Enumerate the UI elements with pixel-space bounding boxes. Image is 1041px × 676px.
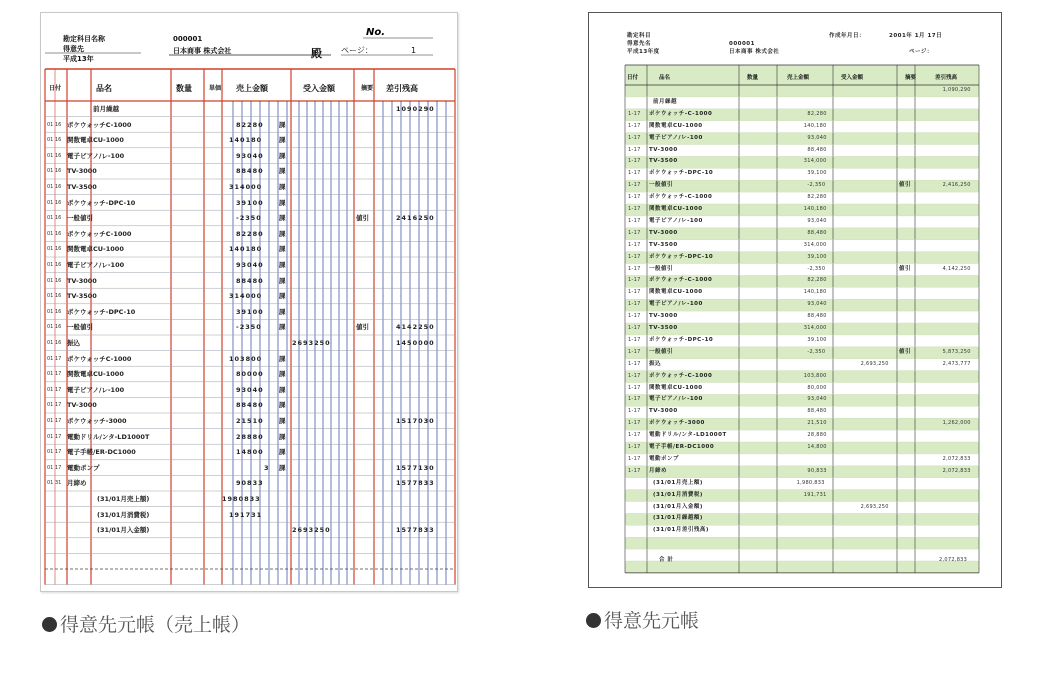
row-date: 01 16 bbox=[47, 152, 62, 159]
row-tax: 課 bbox=[279, 245, 286, 254]
r-row-date: 1-17 bbox=[628, 194, 641, 201]
r-row-sales: 140,180 bbox=[803, 122, 827, 129]
row-sales: 82280 bbox=[236, 229, 264, 238]
r-row-item: 前月繰越 bbox=[653, 98, 678, 105]
r-row-sales: -2,350 bbox=[807, 182, 826, 189]
row-sales: 93040 bbox=[236, 261, 264, 269]
r-row-item: ポケウォッチ-3000 bbox=[649, 420, 705, 427]
caption-left bbox=[42, 610, 250, 637]
row-tax: 課 bbox=[279, 417, 286, 425]
r-header-date-label: 作成年月日： bbox=[829, 33, 866, 39]
r-col-type-header: 摘要 bbox=[905, 75, 917, 81]
r-row-item: 電動ドリル/ンタ-LD1000T bbox=[649, 432, 727, 439]
row-type: 値引 bbox=[356, 214, 369, 223]
r-row-date: 1-17 bbox=[628, 182, 641, 189]
row-tax: 課 bbox=[279, 448, 286, 457]
r-row-item: 電動ポンプ bbox=[649, 455, 680, 462]
r-col-date-header: 日付 bbox=[627, 75, 639, 81]
header-account-label: 勘定科目名称 bbox=[63, 35, 105, 43]
col-receipt-header: 受入金額 bbox=[303, 84, 335, 93]
r-row-date: 1-17 bbox=[628, 146, 641, 153]
row-item: ポケウォッチ-3000 bbox=[67, 417, 127, 425]
r-header-company: 日本商事 株式会社 bbox=[729, 49, 780, 55]
r-row-item: TV-3000 bbox=[649, 146, 678, 153]
r-row-date: 1-17 bbox=[628, 277, 641, 284]
r-col-qty-header: 数量 bbox=[747, 75, 759, 81]
row-sales: 103800 bbox=[229, 354, 263, 363]
r-row-item: 電子ピアノ/レ-100 bbox=[649, 301, 703, 308]
r-row-date: 1-17 bbox=[628, 241, 641, 248]
row-band bbox=[625, 228, 979, 240]
col-balance-header: 差引残高 bbox=[386, 84, 418, 93]
r-col-item-header: 品名 bbox=[659, 75, 671, 81]
r-row-item: 一般値引 bbox=[649, 182, 674, 189]
r-row-sales: 88,480 bbox=[807, 229, 827, 236]
row-date: 01 17 bbox=[47, 464, 62, 471]
col-qty-header: 数量 bbox=[176, 84, 192, 93]
row-receipt: 2693250 bbox=[292, 526, 331, 535]
r-row-item: 関数電卓CU-1000 bbox=[649, 384, 703, 391]
r-row-balance: 1,262,000 bbox=[942, 420, 971, 427]
col-unit-header: 単価 bbox=[209, 85, 222, 92]
row-tax: 課 bbox=[279, 463, 286, 472]
row-item: 前月繰越 bbox=[93, 105, 119, 113]
row-sales: 39100 bbox=[236, 307, 264, 316]
r-row-balance: 2,072,833 bbox=[942, 467, 971, 474]
row-sales: 191731 bbox=[229, 510, 263, 519]
r-row-sales: 314,000 bbox=[803, 241, 827, 248]
row-tax: 課 bbox=[279, 120, 286, 129]
r-row-sales: 90,833 bbox=[807, 467, 827, 474]
row-balance: 1577833 bbox=[396, 479, 435, 488]
row-band bbox=[625, 156, 979, 168]
row-item: 電動ポンプ bbox=[67, 463, 100, 472]
row-sales: 88480 bbox=[236, 167, 264, 176]
header-customer-label: 得意先 bbox=[63, 45, 84, 53]
r-row-item: ポケウォッチ-C-1000 bbox=[649, 110, 713, 117]
r-row-sales: 39,100 bbox=[807, 253, 827, 260]
r-row-date: 1-17 bbox=[628, 158, 641, 165]
row-date: 01 16 bbox=[47, 184, 62, 190]
r-row-sales: 21,510 bbox=[807, 420, 827, 427]
r-row-sales: 93,040 bbox=[807, 301, 827, 308]
r-col-sales-header: 売上金額 bbox=[787, 75, 810, 81]
row-sales: 1980833 bbox=[222, 495, 261, 503]
header-code: 000001 bbox=[173, 35, 203, 43]
r-header-year-label: 平成13年度 bbox=[627, 49, 660, 55]
r-row-sales: -2,350 bbox=[807, 265, 826, 272]
row-item: (31/01月消費税) bbox=[97, 510, 150, 519]
r-row-item: TV-3000 bbox=[649, 408, 678, 415]
ledger-form-customer bbox=[588, 12, 1002, 588]
r-row-item: 関数電卓CU-1000 bbox=[649, 289, 703, 296]
r-row-item: 振込 bbox=[649, 360, 662, 367]
r-row-item: TV-3000 bbox=[649, 313, 678, 320]
row-tax: 課 bbox=[279, 432, 286, 441]
row-balance: 2416250 bbox=[396, 214, 435, 223]
r-row-date: 1-17 bbox=[628, 420, 641, 427]
r-row-date: 1-17 bbox=[628, 467, 641, 474]
row-tax: 課 bbox=[279, 198, 286, 207]
row-date: 01 16 bbox=[47, 324, 62, 331]
r-row-sales: 93,040 bbox=[807, 134, 827, 141]
bullet-icon bbox=[586, 613, 601, 628]
row-tax: 課 bbox=[279, 354, 286, 363]
col-item-header: 品名 bbox=[96, 84, 112, 93]
row-item: ポケウォッチC-1000 bbox=[67, 120, 132, 129]
row-item: 関数電卓CU-1000 bbox=[67, 136, 124, 145]
r-row-item: TV-3500 bbox=[649, 325, 678, 331]
row-date: 01 16 bbox=[47, 293, 62, 300]
r-row-date: 1-17 bbox=[628, 444, 641, 450]
r-row-date: 1-17 bbox=[628, 372, 641, 379]
r-col-receipt-header: 受入金額 bbox=[841, 75, 864, 81]
r-row-date: 1-17 bbox=[628, 348, 641, 355]
r-row-type: 値引 bbox=[899, 348, 912, 355]
row-sales: 39100 bbox=[236, 198, 264, 207]
r-row-sales: 82,280 bbox=[807, 110, 827, 117]
r-row-item: 一般値引 bbox=[649, 265, 674, 272]
row-date: 01 16 bbox=[47, 230, 62, 237]
row-item: TV-3000 bbox=[67, 401, 97, 410]
r-row-item: (31/01月入金額) bbox=[653, 503, 703, 510]
r-row-sales: 39,100 bbox=[807, 170, 827, 177]
row-band bbox=[625, 561, 979, 573]
r-header-account-label: 勘定科目 bbox=[627, 33, 652, 39]
row-sales: 88480 bbox=[236, 401, 264, 410]
row-date: 01 17 bbox=[47, 386, 62, 393]
r-row-item: ポケウォッチ-DPC-10 bbox=[649, 253, 714, 260]
r-row-balance: 4,142,250 bbox=[942, 265, 971, 272]
row-item: 電子ピアノ/レ-100 bbox=[67, 261, 125, 269]
row-date: 01 16 bbox=[47, 137, 62, 144]
r-row-sales: 103,800 bbox=[803, 372, 827, 379]
row-tax: 課 bbox=[279, 401, 286, 410]
row-date: 01 31 bbox=[47, 480, 62, 487]
r-row-balance: 1,090,290 bbox=[942, 87, 971, 93]
row-date: 01 17 bbox=[47, 418, 62, 424]
r-row-date: 1-17 bbox=[628, 134, 641, 141]
r-row-date: 1-17 bbox=[628, 313, 641, 320]
r-row-item: (31/01月繰越額) bbox=[653, 515, 703, 522]
row-sales: 88480 bbox=[236, 276, 264, 285]
r-header-customer-label: 得意先名 bbox=[627, 41, 652, 47]
row-item: 電動ドリル/ンタ-LD1000T bbox=[67, 432, 150, 441]
row-sales: 21510 bbox=[236, 417, 264, 425]
row-date: 01 16 bbox=[47, 215, 62, 222]
r-header-code: 000001 bbox=[729, 41, 755, 47]
row-band bbox=[625, 85, 979, 97]
row-band bbox=[625, 323, 979, 335]
r-row-balance: 5,873,250 bbox=[942, 348, 971, 355]
row-balance: 1517030 bbox=[396, 417, 435, 425]
r-row-item: TV-3500 bbox=[649, 241, 678, 248]
row-item: 電子手帳/ER-DC1000 bbox=[67, 448, 136, 457]
row-band bbox=[625, 537, 979, 549]
row-date: 01 16 bbox=[47, 199, 62, 206]
row-tax: 課 bbox=[279, 276, 286, 285]
header-company: 日本商事 株式会社 bbox=[173, 47, 232, 55]
r-row-item: 電子ピアノ/レ-100 bbox=[649, 134, 703, 141]
row-tax: 課 bbox=[279, 385, 286, 394]
row-date: 01 16 bbox=[47, 308, 62, 315]
r-row-sales: 314,000 bbox=[803, 158, 827, 165]
row-date: 01 17 bbox=[47, 355, 62, 362]
row-item: ポケウォッチC-1000 bbox=[67, 229, 132, 238]
row-sales: -2350 bbox=[236, 323, 262, 332]
r-row-sales: 93,040 bbox=[807, 217, 827, 224]
caption-left-text: 得意先元帳（売上帳） bbox=[60, 614, 251, 636]
row-tax: 課 bbox=[279, 323, 286, 332]
row-sales: 93040 bbox=[236, 385, 264, 394]
row-date: 01 17 bbox=[47, 371, 62, 378]
r-header-date-value: 2001年 1月 17日 bbox=[889, 33, 943, 39]
r-row-receipt: 2,693,250 bbox=[860, 360, 889, 367]
row-date: 01 16 bbox=[47, 340, 62, 346]
r-row-item: (31/01月差引残高) bbox=[653, 527, 709, 534]
row-sales: -2350 bbox=[236, 214, 262, 223]
r-header-page-label: ページ： bbox=[909, 49, 933, 55]
row-item: (31/01月入金額) bbox=[97, 526, 150, 535]
r-row-date: 1-17 bbox=[628, 408, 641, 415]
r-row-item: 一般値引 bbox=[649, 348, 674, 355]
row-band bbox=[625, 180, 979, 192]
r-row-sales: 88,480 bbox=[807, 146, 827, 153]
r-row-date: 1-17 bbox=[628, 229, 641, 236]
row-tax: 課 bbox=[279, 307, 286, 316]
row-balance: 1577833 bbox=[396, 526, 435, 535]
r-row-sales: 140,180 bbox=[803, 289, 827, 296]
row-sales: 93040 bbox=[236, 151, 264, 160]
row-balance: 1090290 bbox=[396, 105, 435, 113]
header-page-label: ページ： bbox=[341, 46, 373, 55]
row-tax: 課 bbox=[279, 229, 286, 238]
r-row-sales: 1,980,833 bbox=[796, 479, 825, 486]
ledger-form-sales bbox=[40, 12, 458, 592]
r-row-date: 1-17 bbox=[628, 455, 641, 462]
row-item: 関数電卓CU-1000 bbox=[67, 370, 124, 379]
r-row-date: 1-17 bbox=[628, 301, 641, 308]
row-sales: 140180 bbox=[229, 136, 263, 145]
r-row-sales: 191,731 bbox=[803, 491, 827, 498]
row-tax: 課 bbox=[279, 167, 286, 176]
col-sales-header: 売上金額 bbox=[236, 84, 268, 93]
r-footer-label: 合 計 bbox=[659, 557, 674, 563]
r-row-sales: 28,880 bbox=[807, 432, 827, 439]
r-row-item: 月締め bbox=[649, 467, 668, 474]
r-row-date: 1-17 bbox=[628, 265, 641, 272]
r-row-sales: 93,040 bbox=[807, 396, 827, 403]
row-tax: 課 bbox=[279, 214, 286, 223]
r-row-item: TV-3000 bbox=[649, 229, 678, 236]
row-balance: 1450000 bbox=[396, 339, 435, 347]
r-row-date: 1-17 bbox=[628, 360, 641, 367]
row-item: 一般値引 bbox=[67, 323, 93, 332]
r-row-item: ポケウォッチ-C-1000 bbox=[649, 194, 713, 201]
r-row-sales: 140,180 bbox=[803, 206, 827, 212]
col-type-header: 摘要 bbox=[361, 85, 374, 92]
r-row-item: 関数電卓CU-1000 bbox=[649, 122, 703, 129]
col-date-header: 日付 bbox=[49, 85, 62, 92]
row-sales: 28880 bbox=[236, 432, 264, 441]
header-page-value: 1 bbox=[411, 46, 417, 55]
r-row-item: ポケウォッチ-C-1000 bbox=[649, 277, 713, 284]
r-row-sales: 39,100 bbox=[807, 336, 827, 343]
row-sales: 14800 bbox=[236, 448, 264, 457]
r-footer-value: 2,072,833 bbox=[939, 557, 968, 563]
r-row-item: 電子ピアノ/レ-100 bbox=[649, 396, 703, 403]
row-date: 01 16 bbox=[47, 246, 62, 253]
row-item: 振込 bbox=[67, 339, 80, 347]
row-item: TV-3500 bbox=[67, 292, 97, 301]
r-row-receipt: 2,693,250 bbox=[860, 503, 889, 510]
row-tax: 課 bbox=[279, 292, 286, 301]
r-row-date: 1-17 bbox=[628, 289, 641, 296]
row-item: (31/01月売上額) bbox=[97, 495, 150, 503]
r-row-date: 1-17 bbox=[628, 396, 641, 403]
row-sales: 3 bbox=[264, 463, 270, 472]
row-item: 関数電卓CU-1000 bbox=[67, 245, 124, 254]
row-item: ポケウォッチC-1000 bbox=[67, 354, 132, 363]
r-row-balance: 2,416,250 bbox=[942, 182, 971, 189]
r-row-date: 1-17 bbox=[628, 253, 641, 260]
r-row-date: 1-17 bbox=[628, 206, 641, 212]
r-row-item: ポケウォッチ-C-1000 bbox=[649, 372, 713, 379]
row-item: TV-3000 bbox=[67, 276, 97, 285]
r-row-sales: 82,280 bbox=[807, 277, 827, 284]
row-sales: 80000 bbox=[236, 370, 264, 379]
r-col-balance-header: 差引残高 bbox=[935, 75, 958, 81]
r-row-balance: 2,473,777 bbox=[942, 360, 971, 367]
row-date: 01 16 bbox=[47, 262, 62, 268]
r-row-sales: 88,480 bbox=[807, 313, 827, 320]
r-row-date: 1-17 bbox=[628, 217, 641, 224]
r-row-sales: -2,350 bbox=[807, 348, 826, 355]
row-sales: 82280 bbox=[236, 120, 264, 129]
row-date: 01 17 bbox=[47, 433, 62, 440]
r-row-date: 1-17 bbox=[628, 384, 641, 391]
r-row-item: (31/01月消費税) bbox=[653, 491, 703, 498]
r-row-date: 1-17 bbox=[628, 110, 641, 117]
header-sama: 殿 bbox=[311, 47, 322, 60]
row-sales: 314000 bbox=[229, 292, 263, 301]
row-item: ポケウォッチ-DPC-10 bbox=[67, 307, 136, 316]
header-no-mark: No. bbox=[366, 27, 386, 38]
row-item: TV-3000 bbox=[67, 167, 97, 176]
row-tax: 課 bbox=[279, 370, 286, 379]
row-balance: 4142250 bbox=[396, 323, 435, 332]
r-row-sales: 88,480 bbox=[807, 408, 827, 415]
r-row-item: ポケウォッチ-DPC-10 bbox=[649, 170, 714, 177]
row-item: 一般値引 bbox=[67, 214, 93, 223]
r-row-item: 電子手帳/ER-DC1000 bbox=[649, 444, 715, 450]
ledger-grid-left bbox=[41, 13, 459, 593]
caption-right-text: 得意先元帳 bbox=[604, 610, 700, 632]
r-row-item: 関数電卓CU-1000 bbox=[649, 206, 703, 212]
row-date: 01 17 bbox=[47, 449, 62, 456]
row-item: TV-3500 bbox=[67, 183, 97, 191]
r-row-balance: 2,072,833 bbox=[942, 455, 971, 462]
r-row-date: 1-17 bbox=[628, 122, 641, 129]
row-tax: 課 bbox=[279, 183, 286, 191]
row-sales: 140180 bbox=[229, 245, 263, 254]
r-row-sales: 82,280 bbox=[807, 194, 827, 201]
header-year-label: 平成13年 bbox=[63, 55, 94, 63]
row-item: 電子ピアノ/レ-100 bbox=[67, 151, 125, 160]
row-tax: 課 bbox=[279, 151, 286, 160]
r-row-sales: 14,800 bbox=[807, 444, 827, 450]
r-row-date: 1-17 bbox=[628, 170, 641, 177]
row-sales: 90833 bbox=[236, 479, 264, 488]
row-item: 月締め bbox=[67, 479, 87, 488]
r-row-item: (31/01月売上額) bbox=[653, 479, 703, 486]
row-date: 01 17 bbox=[47, 402, 62, 409]
r-row-type: 値引 bbox=[899, 182, 912, 189]
r-row-sales: 314,000 bbox=[803, 325, 827, 331]
r-row-item: TV-3500 bbox=[649, 158, 678, 165]
row-tax: 課 bbox=[279, 136, 286, 145]
r-row-date: 1-17 bbox=[628, 336, 641, 343]
caption-right bbox=[586, 606, 699, 633]
r-row-type: 値引 bbox=[899, 265, 912, 272]
r-row-date: 1-17 bbox=[628, 432, 641, 439]
row-date: 01 16 bbox=[47, 277, 62, 284]
row-band bbox=[625, 466, 979, 478]
row-date: 01 16 bbox=[47, 121, 62, 128]
row-band bbox=[625, 347, 979, 359]
row-date: 01 16 bbox=[47, 168, 62, 175]
bullet-icon bbox=[42, 617, 57, 632]
row-receipt: 2693250 bbox=[292, 339, 331, 347]
row-item: 電子ピアノ/レ-100 bbox=[67, 385, 125, 394]
r-row-item: 電子ピアノ/レ-100 bbox=[649, 217, 703, 224]
row-tax: 課 bbox=[279, 261, 286, 269]
r-row-item: ポケウォッチ-DPC-10 bbox=[649, 336, 714, 343]
row-sales: 314000 bbox=[229, 183, 263, 191]
r-row-sales: 80,000 bbox=[807, 384, 827, 391]
r-row-date: 1-17 bbox=[628, 325, 641, 331]
row-item: ポケウォッチ-DPC-10 bbox=[67, 198, 136, 207]
row-balance: 1577130 bbox=[396, 463, 435, 472]
row-type: 値引 bbox=[356, 323, 369, 332]
